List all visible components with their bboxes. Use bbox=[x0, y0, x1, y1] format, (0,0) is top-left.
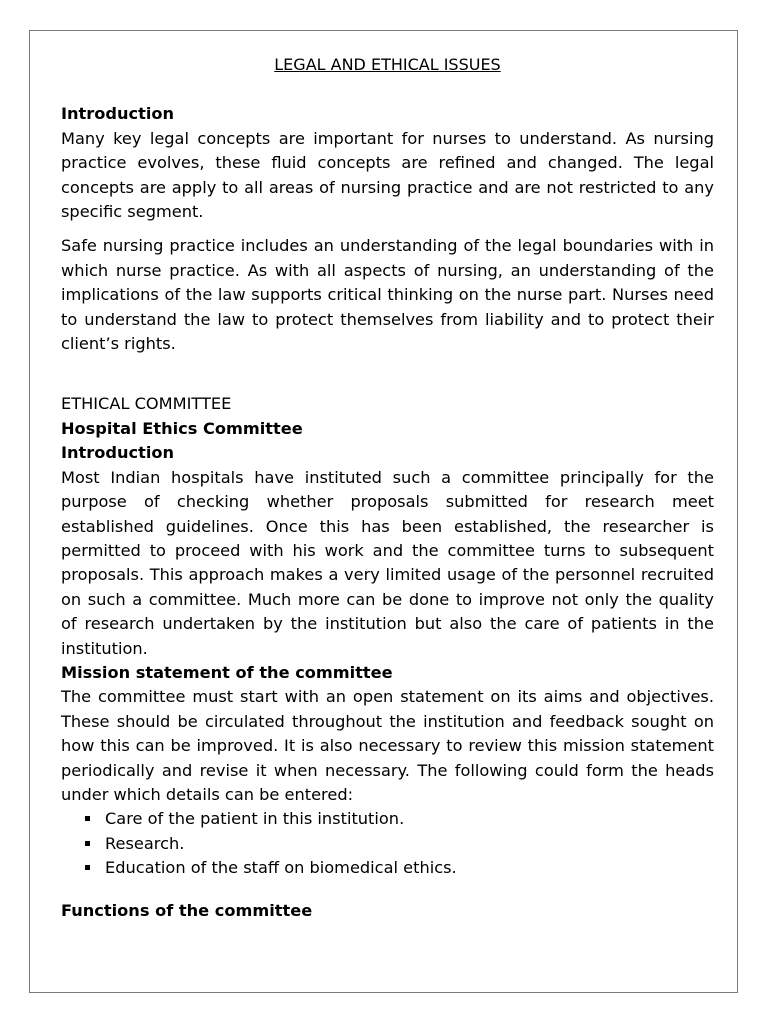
document-body bbox=[61, 53, 714, 923]
square-bullet-icon bbox=[85, 865, 90, 870]
section-heading-ethical-committee: ETHICAL COMMITTEE bbox=[61, 394, 232, 414]
document-title: LEGAL AND ETHICAL ISSUES bbox=[274, 55, 501, 74]
subheading-mission-statement: Mission statement of the committee bbox=[61, 662, 393, 682]
list-item bbox=[85, 856, 714, 880]
subheading-hospital-ethics-committee: Hospital Ethics Committee bbox=[61, 418, 303, 438]
list-item bbox=[85, 807, 714, 831]
list-item-text: Research. bbox=[105, 833, 185, 853]
section-heading-introduction: Introduction bbox=[61, 104, 175, 124]
paragraph-mission-statement: The committee must start with an open statement on its aims and objectives. These should be circulated throughout the institution and feedback sought on how this can be improved. It is also necessary to review this mission statement periodically and revise it when necessary. The following could form the heads under which details can be entered: bbox=[61, 687, 714, 804]
spacer bbox=[61, 224, 714, 234]
spacer bbox=[61, 881, 714, 899]
list-item bbox=[85, 832, 714, 856]
paragraph-indian-hospitals: Most Indian hospitals have instituted such a committee principally for the purpose of checking whether proposals submitted for research meet established guidelines. Once this has been established, the researcher is permitted to proceed with his work and the committee turns to subsequent proposals. This approach makes a very limited usage of the personnel recruited on such a committee. Much more can be done to improve not only the quality of research undertaken by the institution but also the care of patients in the institution. bbox=[61, 467, 714, 658]
paragraph-legal-concepts: Many key legal concepts are important for nurses to understand. As nursing practice evolves, these fluid concepts are refined and changed. The legal concepts are apply to all areas of nursing practice and are not restricted to any specific segment. bbox=[61, 128, 714, 222]
square-bullet-icon bbox=[85, 841, 90, 846]
mission-heads-list bbox=[61, 807, 714, 880]
spacer bbox=[61, 356, 714, 392]
square-bullet-icon bbox=[85, 816, 90, 821]
subheading-functions-of-committee: Functions of the committee bbox=[61, 900, 313, 920]
paragraph-safe-nursing: Safe nursing practice includes an understanding of the legal boundaries with in which nurse practice. As with all aspects of nursing, an understanding of the implications of the law supports critical thinking on the nurse part. Nurses need to understand the law to protect themselves from liability and to protect their client’s rights. bbox=[61, 236, 714, 354]
list-item-text: Education of the staff on biomedical ethics. bbox=[105, 858, 457, 878]
list-item-text: Care of the patient in this institution. bbox=[105, 809, 405, 829]
subheading-introduction: Introduction bbox=[61, 443, 175, 463]
